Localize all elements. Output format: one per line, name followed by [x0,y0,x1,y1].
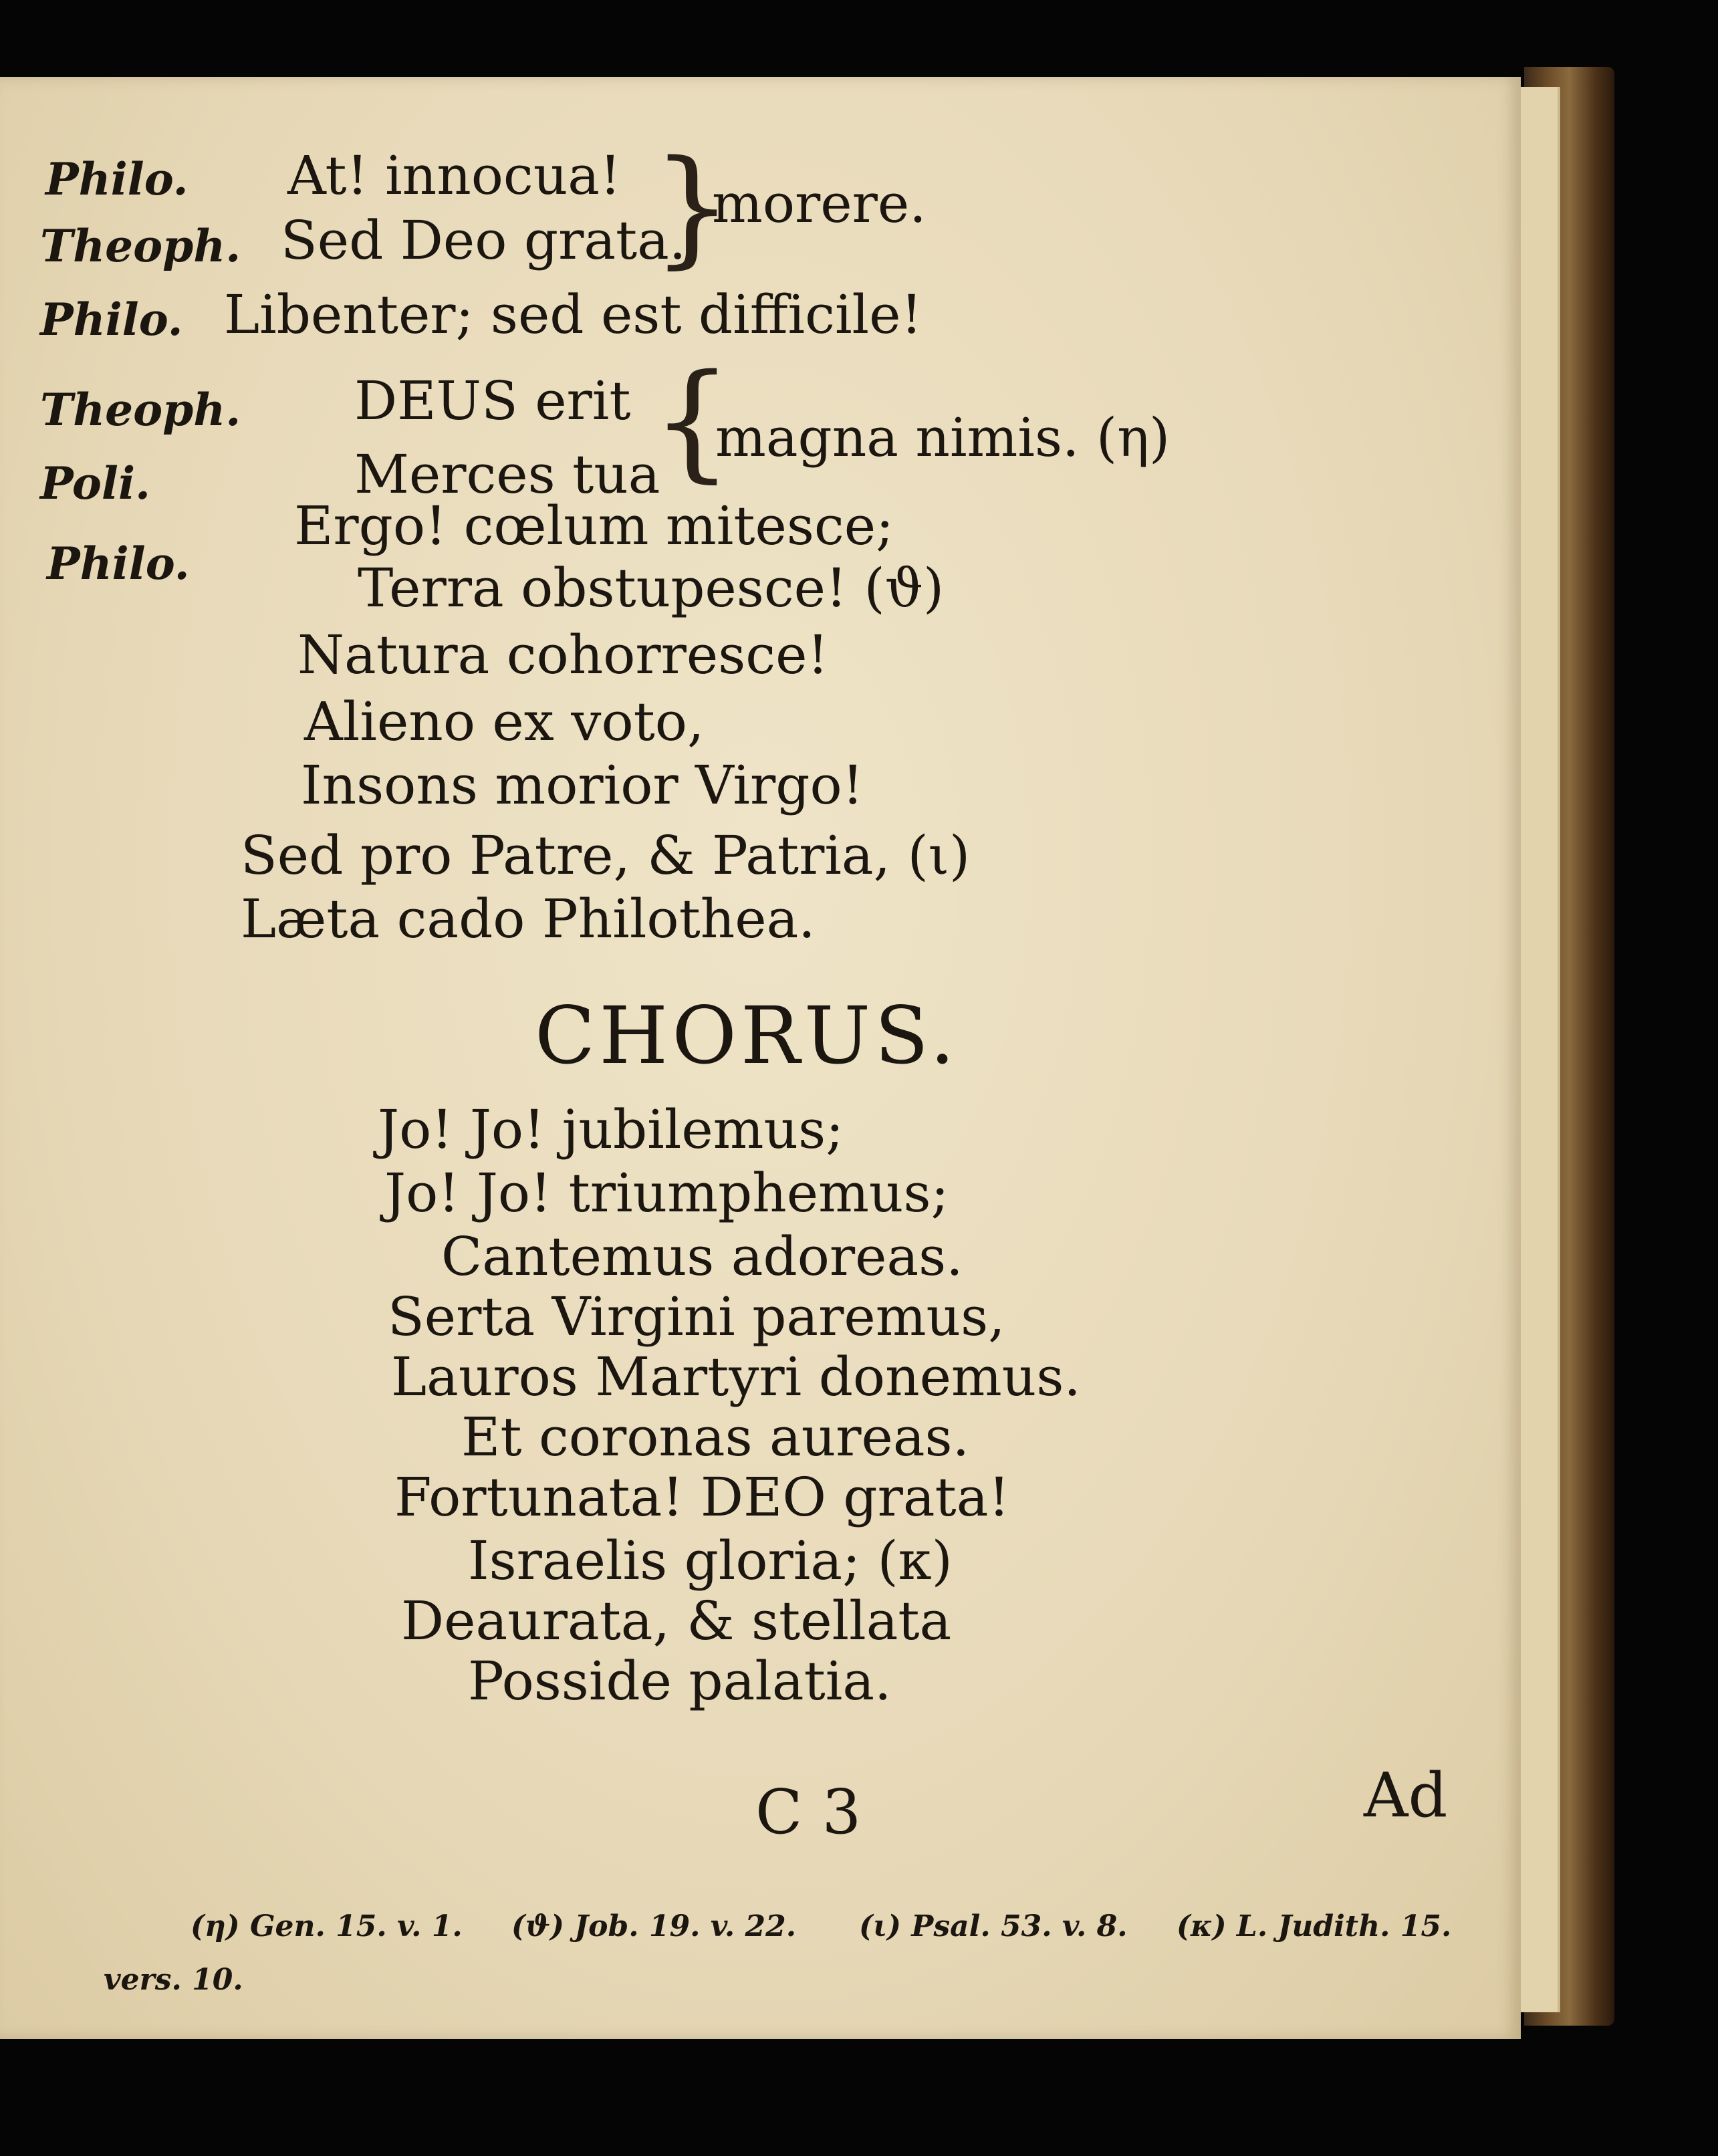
dialogue-line: DEUS erit [354,370,631,432]
dialogue-line: Libenter; sed est difficile! [224,283,923,346]
chorus-line: Posside palatia. [468,1650,892,1712]
verse-line: Sed pro Patre, & Patria, (ι) [241,824,971,886]
show-through-text [1170,117,1193,203]
shared-response: morere. [712,172,927,235]
speaker-label: Philo. [47,537,190,590]
shared-response: magna nimis. (η) [715,406,1171,469]
verse-line: Læta cado Philothea. [241,888,816,950]
verse-line: Insons morior Virgo! [301,754,864,816]
chorus-line: Lauros Martyri donemus. [391,1346,1081,1408]
chorus-line: Fortunata! DEO grata! [394,1466,1010,1528]
signature-mark: C 3 [755,1776,862,1848]
speaker-label: Philo. [45,153,189,205]
speaker-label: Theoph. [40,220,241,272]
chorus-line: Jo! Jo! triumphemus; [384,1162,949,1224]
chorus-line: Deaurata, & stellata [401,1590,952,1652]
dialogue-line: At! innocua! [287,144,622,207]
chorus-line: Et coronas aureas. [461,1406,970,1468]
speaker-label: Theoph. [40,384,241,436]
dialogue-line: Merces tua [354,443,660,505]
brace: { [652,347,733,495]
verse-line: Natura cohorresce! [297,624,829,686]
footnote: (η) Gen. 15. v. 1. [191,1909,463,1943]
chorus-line: Serta Virgini paremus, [388,1286,1005,1348]
chorus-line: Cantemus adoreas. [441,1225,963,1288]
speaker-label: Poli. [40,457,150,509]
brace: } [652,133,733,281]
chorus-line: Jo! Jo! jubilemus; [378,1098,844,1161]
dialogue-line: Sed Deo grata. [281,209,687,271]
page [0,77,1521,2039]
speaker-label: Philo. [40,293,183,346]
dialogue-line: Ergo! cœlum mitesce; [294,495,894,557]
footnote-continuation: vers. 10. [104,1963,243,1997]
chorus-heading: CHORUS. [535,989,959,1082]
catchword: Ad [1364,1760,1448,1831]
footnote: (κ) L. Judith. 15. [1177,1909,1452,1943]
verse-line: Terra obstupesce! (ϑ) [358,557,945,619]
footnote: (ι) Psal. 53. v. 8. [859,1909,1128,1943]
footnote: (ϑ) Job. 19. v. 22. [511,1909,797,1943]
chorus-line: Israelis gloria; (κ) [468,1530,953,1592]
verse-line: Alieno ex voto, [304,691,705,753]
